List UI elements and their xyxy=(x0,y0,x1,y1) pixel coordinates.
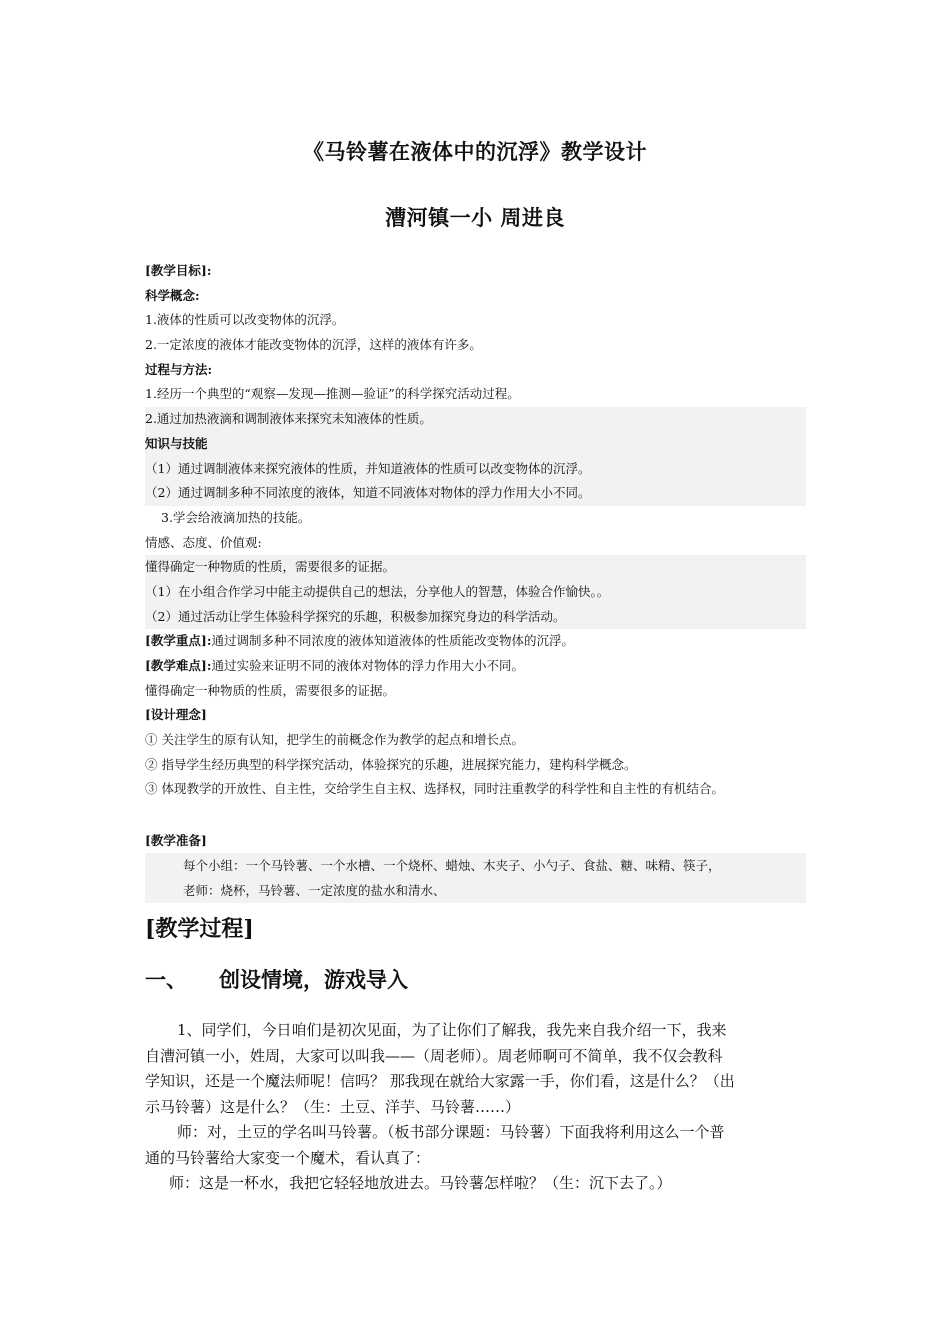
body-line: 自漕河镇一小，姓周，大家可以叫我——（周老师）。周老师啊可不简单，我不仅会教科 xyxy=(145,1046,723,1065)
preparation-line: 每个小组：一个马铃薯、一个水槽、一个烧杯、蜡烛、木夹子、小勺子、食盐、糖、味精、筷子， xyxy=(183,858,721,873)
design-item: ② 指导学生经历典型的科学探究活动，体验探究的乐趣，进展探究能力，建构科学概念。 xyxy=(145,756,637,772)
author-line: 漕河镇一小 周进良 xyxy=(385,205,565,230)
attitude-item: （1）在小组合作学习中能主动提供自己的想法，分享他人的智慧，体验合作愉快。。 xyxy=(145,580,806,605)
attitude-item: （2）通过活动让学生体验科学探究的乐趣，积极参加探究身边的科学活动。 xyxy=(145,605,806,630)
body-line: 师：对，土豆的学名叫马铃薯。（板书部分课题：马铃薯）下面我将利用这么一个普 xyxy=(177,1123,725,1141)
difficulty-label: [教学难点]: xyxy=(145,658,212,673)
section-one-heading xyxy=(145,963,408,997)
attitude-item: 懂得确定一种物质的性质，需要很多的证据。 xyxy=(145,555,806,580)
body-line: 1、同学们，今日咱们是初次见面，为了让你们了解我，我先来自我介绍一下，我来 xyxy=(177,1021,727,1039)
skills-item: （2）通过调制多种不同浓度的液体，知道不同液体对物体的浮力作用大小不同。 xyxy=(145,481,806,506)
difficulty-extra: 懂得确定一种物质的性质，需要很多的证据。 xyxy=(145,682,396,698)
body-line: 示马铃薯）这是什么？（生：土豆、洋芋、马铃薯……） xyxy=(145,1097,521,1116)
process-item: 1.经历一个典型的“观察—发现—推测—验证”的科学探究活动过程。 xyxy=(145,386,520,402)
key-point-text: 通过调制多种不同浓度的液体知道液体的性质能改变物体的沉浮。 xyxy=(211,633,574,649)
skills-heading: 知识与技能 xyxy=(145,432,806,457)
science-item: 1.液体的性质可以改变物体的沉浮。 xyxy=(145,312,345,328)
objectives-heading: [教学目标]: xyxy=(145,263,212,278)
key-point-label: [教学重点]: xyxy=(145,633,212,649)
section-one-number: 一、 xyxy=(145,967,187,992)
body-line: 通的马铃薯给大家变一个魔术，看认真了： xyxy=(145,1148,431,1167)
process-heading: 过程与方法: xyxy=(145,361,213,377)
process-section-heading: [教学过程] xyxy=(145,916,254,942)
objectives-section xyxy=(145,259,806,802)
design-heading: [设计理念] xyxy=(145,707,207,723)
skills-item: 3.学会给液滴加热的技能。 xyxy=(161,509,311,525)
difficulty-text: 通过实验来证明不同的液体对物体的浮力作用大小不同。 xyxy=(211,658,524,673)
preparation-heading: [教学准备] xyxy=(145,833,207,848)
process-item: 2.通过加热液滴和调制液体来探究未知液体的性质。 xyxy=(145,407,806,432)
attitude-heading: 情感、态度、价值观: xyxy=(145,534,262,550)
body-line: 师：这是一杯水，我把它轻轻地放进去。马铃薯怎样啦？（生：沉下去了。） xyxy=(169,1174,672,1192)
section-one-body xyxy=(145,1018,807,1197)
section-one-title: 创设情境，游戏导入 xyxy=(219,967,408,992)
science-item: 2.一定浓度的液体才能改变物体的沉浮，这样的液体有许多。 xyxy=(145,337,482,353)
key-point-line xyxy=(145,629,806,654)
body-line: 学知识，还是一个魔法师呢！信吗？ 那我现在就给大家露一手，你们看，这是什么？（出 xyxy=(145,1072,735,1090)
skills-item: （1）通过调制液体来探究液体的性质，并知道液体的性质可以改变物体的沉浮。 xyxy=(145,457,806,482)
difficulty-line xyxy=(145,654,806,679)
preparation-line: 老师：烧杯，马铃薯、一定浓度的盐水和清水、 xyxy=(183,883,446,898)
document-title: 《马铃薯在液体中的沉浮》教学设计 xyxy=(303,139,647,164)
design-item: ① 关注学生的原有认知，把学生的前概念作为教学的起点和增长点。 xyxy=(145,732,524,748)
science-heading: 科学概念: xyxy=(145,287,200,303)
preparation-box xyxy=(145,853,806,903)
design-item: ③ 体现教学的开放性、自主性，交给学生自主权、选择权，同时注重教学的科学性和自主性的有机结合。 xyxy=(145,781,724,797)
